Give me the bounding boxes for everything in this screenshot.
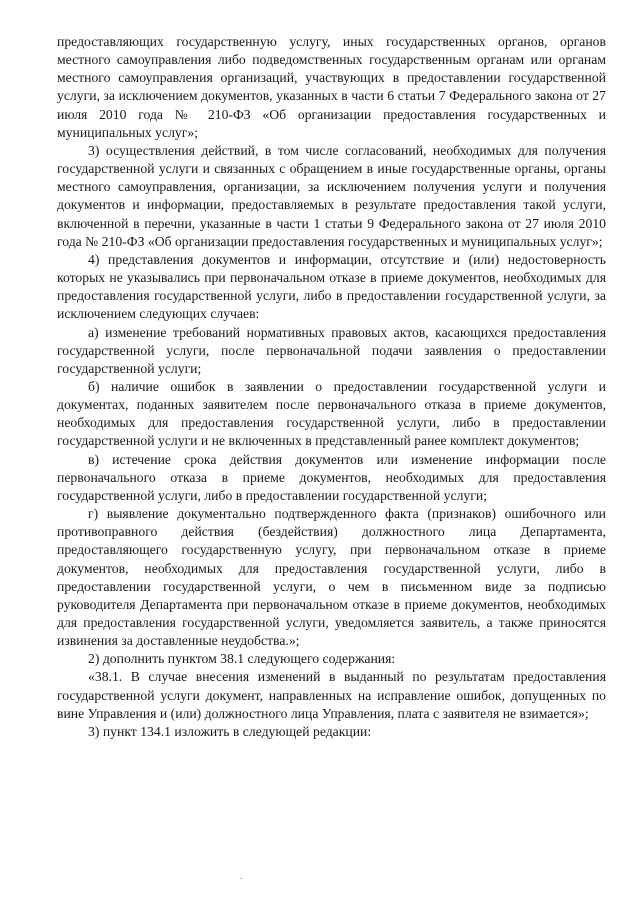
paragraph-item-4: 4) представления документов и информации, отсутствие и (или) недостоверность которых не указывались при первоначальном отказе в приеме документов, необходимых для предоставления государственной услуги, либо в предоставлении государственной услуги, за исключением следующих случаев: (57, 251, 606, 322)
paragraph-item-3: 3) осуществления действий, в том числе согласований, необходимых для получения государственной услуги и связанных с обращением в иные государственные органы, органы местного самоуправления, организации, за исключением получения услуги и получения документов и информации, предоставляемых в результате предоставления такой услуги, включенной в перечни, указанные в части 1 статьи 9 Федерального закона от 27 июля 2010 года № 210-ФЗ «Об организации предоставления государственных и муниципальных услуг»; (57, 142, 606, 249)
paragraph-continuation: предоставляющих государственную услугу, иных государственных органов, органов местного самоуправления либо подведомственных государственным органам или органам местного самоуправления организаций, участвующих в предоставлении государственной услуги, за исключением документов, указанных в части 6 статьи 7 Федерального закона от 27 июля 2010 года № 210-ФЗ «Об организации предоставления государственных и муниципальных услуг»; (57, 34, 606, 140)
scan-artifact (240, 878, 242, 879)
paragraph-subitem-b: б) наличие ошибок в заявлении о предоставлении государственной услуги и документах, поданных заявителем после первоначального отказа в приеме документов, необходимых для предоставления государственной услуги, либо в предоставлении государственной услуги и не включенных в представленный ранее комплект документов; (57, 378, 606, 449)
paragraph-subitem-a: а) изменение требований нормативных правовых актов, касающихся предоставления государственной услуги, после первоначальной подачи заявления о предоставлении государственной услуги; (57, 324, 606, 376)
paragraph-subitem-g: г) выявление документально подтвержденного факта (признаков) ошибочного или противоправного действия (бездействия) должностного лица Департамента, предоставляющего государственную услугу, при первоначальном отказе в приеме документов, необходимых для предоставления государственной услуги, либо в предоставлении государственной услуги, о чем в письменном виде за подписью руководителя Департамента при первоначальном отказе в приеме документов, необходимых для предоставления государственной услуги, уведомляется заявитель, а также приносятся извинения за доставленные неудобства.»; (57, 506, 606, 649)
document-body (57, 33, 606, 741)
paragraph-amendment-3: 3) пункт 134.1 изложить в следующей редакции: (88, 723, 372, 739)
paragraph-subitem-v: в) истечение срока действия документов или изменение информации после первоначального отказа в приеме документов, необходимых для предоставления государственной услуги, либо в предоставлении государственной услуги; (57, 451, 606, 503)
paragraph-amendment-2: 2) дополнить пунктом 38.1 следующего содержания: (88, 651, 396, 667)
paragraph-clause-38-1: «38.1. В случае внесения изменений в выданный по результатам предоставления государственной услуги документ, направленных на исправление ошибок, допущенных по вине Управления и (или) должностного лица Управления, плата с заявителя не взимается»; (57, 669, 606, 721)
